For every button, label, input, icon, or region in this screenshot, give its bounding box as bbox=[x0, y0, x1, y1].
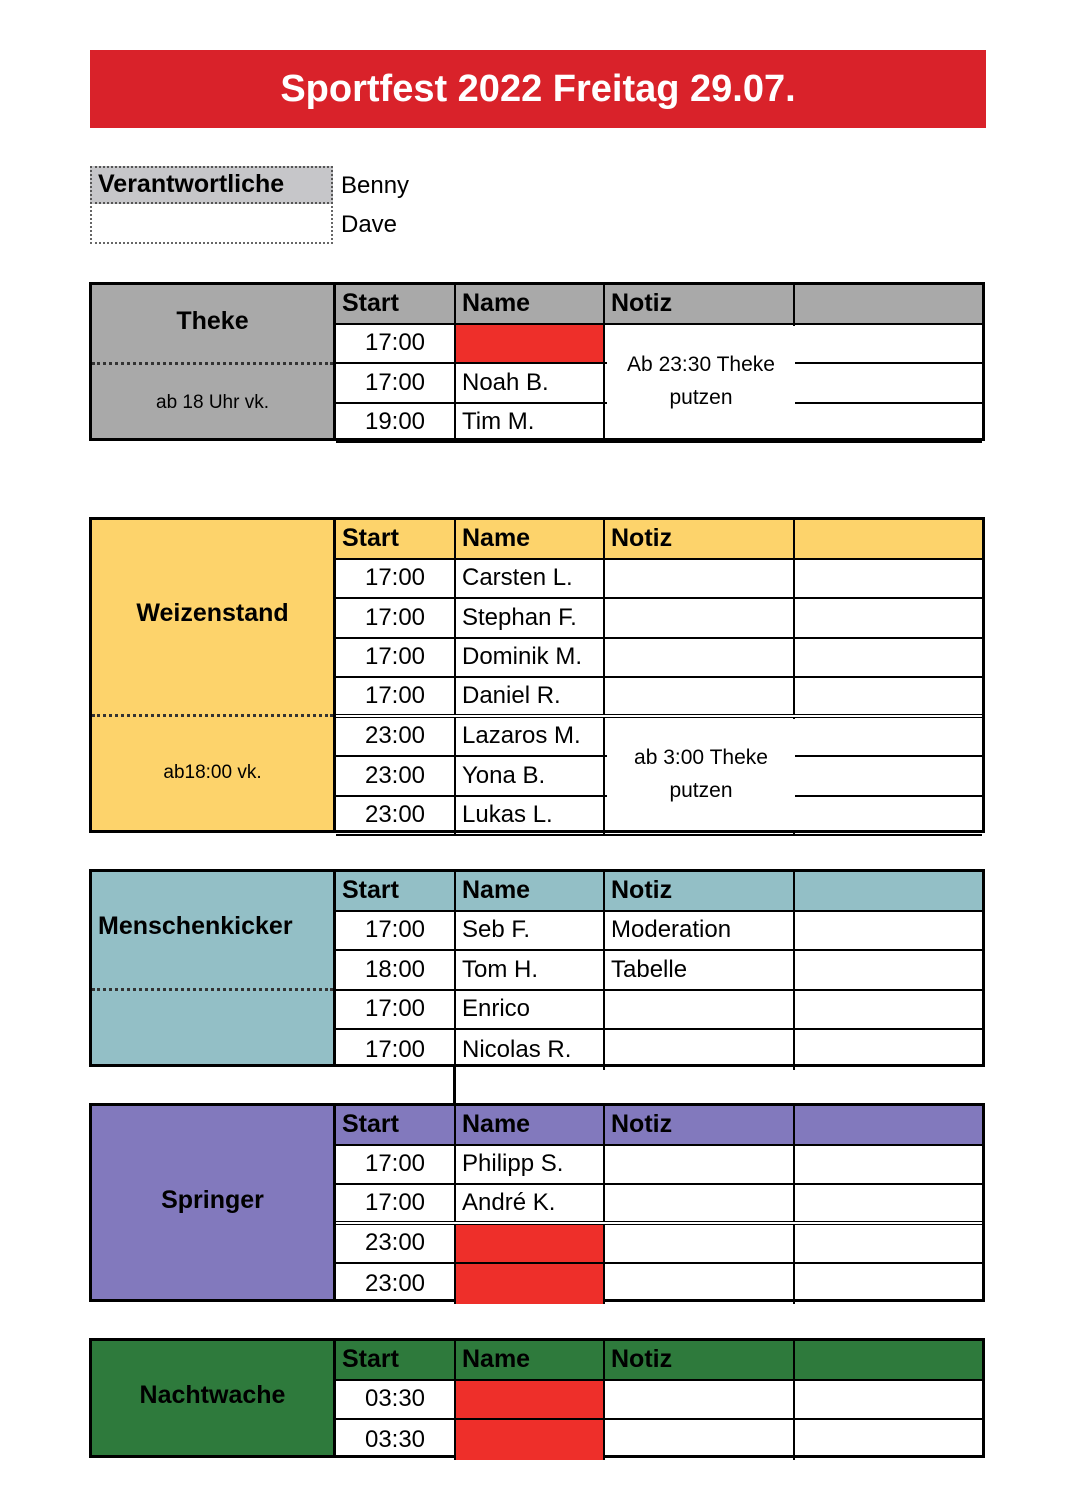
note-cell[interactable] bbox=[605, 1146, 795, 1184]
name-cell[interactable]: Lukas L. bbox=[456, 797, 605, 835]
name-cell[interactable]: Enrico bbox=[456, 991, 605, 1029]
start-cell[interactable]: 17:00 bbox=[336, 599, 456, 637]
section-theke bbox=[89, 282, 985, 441]
note-cell[interactable] bbox=[605, 991, 795, 1029]
responsible-label: Verantwortliche bbox=[90, 166, 333, 204]
name-cell-empty[interactable] bbox=[456, 1225, 605, 1263]
start-cell[interactable]: 17:00 bbox=[336, 678, 456, 714]
name-cell[interactable]: Lazaros M. bbox=[456, 718, 605, 756]
table-row bbox=[336, 678, 982, 718]
note-line: putzen bbox=[669, 386, 733, 409]
section-weizenstand bbox=[89, 517, 985, 833]
note-cell[interactable] bbox=[605, 1381, 795, 1419]
header-start: Start bbox=[336, 1106, 456, 1144]
header-extra bbox=[795, 1341, 982, 1379]
note-line: putzen bbox=[669, 778, 733, 802]
name-cell-empty[interactable] bbox=[456, 1420, 605, 1460]
section-title: Theke bbox=[176, 307, 249, 335]
section-nachtwache bbox=[89, 1338, 985, 1458]
extra-cell[interactable] bbox=[795, 718, 982, 756]
shift-table bbox=[336, 1106, 982, 1304]
section-title: Springer bbox=[161, 1186, 264, 1214]
start-cell[interactable]: 17:00 bbox=[336, 1030, 456, 1070]
table-row bbox=[336, 1225, 982, 1265]
table-row bbox=[336, 951, 982, 991]
start-cell[interactable]: 23:00 bbox=[336, 797, 456, 835]
header-start: Start bbox=[336, 1341, 456, 1379]
name-cell[interactable]: Tim M. bbox=[456, 404, 605, 442]
table-header bbox=[336, 285, 982, 325]
table-header bbox=[336, 1106, 982, 1146]
name-cell[interactable]: Noah B. bbox=[456, 364, 605, 402]
name-cell-empty[interactable] bbox=[456, 325, 605, 363]
start-cell[interactable]: 17:00 bbox=[336, 560, 456, 598]
responsible-name: Dave bbox=[341, 211, 398, 238]
table-row bbox=[336, 912, 982, 952]
name-cell[interactable]: Carsten L. bbox=[456, 560, 605, 598]
header-extra bbox=[795, 285, 982, 323]
start-cell[interactable]: 03:30 bbox=[336, 1381, 456, 1419]
name-cell[interactable]: Stephan F. bbox=[456, 599, 605, 637]
shift-table bbox=[336, 1341, 982, 1460]
note-cell[interactable] bbox=[605, 1225, 795, 1263]
section-subtitle: ab18:00 vk. bbox=[163, 762, 262, 783]
header-name: Name bbox=[456, 520, 605, 558]
note-line: ab 3:00 Theke bbox=[634, 745, 768, 769]
divider bbox=[92, 714, 333, 717]
start-cell[interactable]: 17:00 bbox=[336, 1146, 456, 1184]
name-cell[interactable]: Seb F. bbox=[456, 912, 605, 950]
note-cell[interactable] bbox=[605, 1030, 795, 1070]
name-cell[interactable]: Daniel R. bbox=[456, 678, 605, 714]
start-cell[interactable]: 17:00 bbox=[336, 912, 456, 950]
note-line: Ab 23:30 Theke bbox=[627, 353, 775, 377]
table-row bbox=[336, 560, 982, 600]
extra-cell[interactable] bbox=[795, 639, 982, 677]
start-cell[interactable]: 17:00 bbox=[336, 364, 456, 402]
header-extra bbox=[795, 872, 982, 910]
header-name: Name bbox=[456, 1106, 605, 1144]
section-label-box bbox=[92, 1106, 336, 1299]
section-label-box bbox=[92, 872, 336, 1064]
extra-cell[interactable] bbox=[795, 1225, 982, 1263]
note-cell[interactable] bbox=[605, 678, 795, 714]
header-start: Start bbox=[336, 872, 456, 910]
note-cell[interactable]: Moderation bbox=[605, 912, 795, 950]
start-cell[interactable]: 23:00 bbox=[336, 757, 456, 795]
start-cell[interactable]: 03:30 bbox=[336, 1420, 456, 1460]
note-cell[interactable] bbox=[605, 560, 795, 598]
start-cell[interactable]: 23:00 bbox=[336, 718, 456, 756]
extra-cell[interactable] bbox=[795, 912, 982, 950]
name-cell[interactable]: Dominik M. bbox=[456, 639, 605, 677]
header-note: Notiz bbox=[605, 285, 795, 323]
extra-cell[interactable] bbox=[795, 678, 982, 714]
table-row bbox=[336, 991, 982, 1031]
start-cell[interactable]: 23:00 bbox=[336, 1225, 456, 1263]
section-subtitle: ab 18 Uhr vk. bbox=[156, 392, 269, 413]
section-title: Nachtwache bbox=[139, 1381, 286, 1409]
extra-cell[interactable] bbox=[795, 1381, 982, 1419]
name-cell[interactable]: Yona B. bbox=[456, 757, 605, 795]
header-start: Start bbox=[336, 285, 456, 323]
extra-cell[interactable] bbox=[795, 364, 982, 402]
note-cell[interactable]: Tabelle bbox=[605, 951, 795, 989]
extra-cell[interactable] bbox=[795, 560, 982, 598]
extra-cell[interactable] bbox=[795, 951, 982, 989]
note-cell[interactable] bbox=[605, 599, 795, 637]
divider bbox=[92, 362, 333, 365]
name-cell-empty[interactable] bbox=[456, 1264, 605, 1304]
section-menschenkicker bbox=[89, 869, 985, 1067]
extra-cell[interactable] bbox=[795, 599, 982, 637]
name-cell[interactable]: Nicolas R. bbox=[456, 1030, 605, 1070]
header-name: Name bbox=[456, 285, 605, 323]
note-cell[interactable] bbox=[605, 639, 795, 677]
name-cell[interactable]: André K. bbox=[456, 1185, 605, 1221]
merged-note-cell[interactable] bbox=[607, 326, 795, 438]
table-header bbox=[336, 520, 982, 560]
page-title: Sportfest 2022 Freitag 29.07. bbox=[90, 50, 986, 128]
connector-line bbox=[453, 1064, 456, 1106]
responsible-name: Benny bbox=[341, 172, 410, 199]
section-label-box bbox=[92, 285, 336, 438]
table-row bbox=[336, 599, 982, 639]
extra-cell[interactable] bbox=[795, 1030, 982, 1070]
note-cell[interactable] bbox=[605, 1420, 795, 1460]
name-cell[interactable]: Tom H. bbox=[456, 951, 605, 989]
extra-cell[interactable] bbox=[795, 1264, 982, 1304]
section-label-box bbox=[92, 1341, 336, 1455]
shift-table bbox=[336, 520, 982, 836]
start-cell[interactable]: 17:00 bbox=[336, 639, 456, 677]
section-title: Menschenkicker bbox=[98, 912, 293, 940]
extra-cell[interactable] bbox=[795, 797, 982, 835]
note-cell[interactable] bbox=[605, 1185, 795, 1221]
name-cell[interactable]: Philipp S. bbox=[456, 1146, 605, 1184]
divider bbox=[92, 988, 333, 991]
extra-cell[interactable] bbox=[795, 1146, 982, 1184]
section-springer bbox=[89, 1103, 985, 1302]
start-cell[interactable]: 18:00 bbox=[336, 951, 456, 989]
table-row bbox=[336, 1146, 982, 1186]
header-name: Name bbox=[456, 1341, 605, 1379]
start-cell[interactable]: 19:00 bbox=[336, 404, 456, 442]
header-note: Notiz bbox=[605, 1341, 795, 1379]
start-cell[interactable]: 17:00 bbox=[336, 325, 456, 363]
table-row bbox=[336, 1420, 982, 1460]
extra-cell[interactable] bbox=[795, 1420, 982, 1460]
responsible-blank-cell bbox=[90, 206, 333, 244]
start-cell[interactable]: 17:00 bbox=[336, 1185, 456, 1221]
start-cell[interactable]: 23:00 bbox=[336, 1264, 456, 1304]
table-header bbox=[336, 872, 982, 912]
table-row bbox=[336, 1030, 982, 1070]
section-label-box bbox=[92, 520, 336, 830]
header-note: Notiz bbox=[605, 872, 795, 910]
extra-cell[interactable] bbox=[795, 404, 982, 442]
table-row bbox=[336, 639, 982, 679]
header-name: Name bbox=[456, 872, 605, 910]
shift-table bbox=[336, 872, 982, 1070]
note-cell[interactable] bbox=[605, 1264, 795, 1304]
name-cell-empty[interactable] bbox=[456, 1381, 605, 1419]
section-title: Weizenstand bbox=[136, 599, 289, 627]
merged-note-cell[interactable] bbox=[607, 719, 795, 830]
extra-cell[interactable] bbox=[795, 1185, 982, 1221]
extra-cell[interactable] bbox=[795, 325, 982, 363]
extra-cell[interactable] bbox=[795, 757, 982, 795]
table-row bbox=[336, 1185, 982, 1225]
table-header bbox=[336, 1341, 982, 1381]
header-note: Notiz bbox=[605, 1106, 795, 1144]
header-note: Notiz bbox=[605, 520, 795, 558]
shift-table bbox=[336, 285, 982, 443]
table-row bbox=[336, 1381, 982, 1421]
header-start: Start bbox=[336, 520, 456, 558]
start-cell[interactable]: 17:00 bbox=[336, 991, 456, 1029]
header-extra bbox=[795, 520, 982, 558]
extra-cell[interactable] bbox=[795, 991, 982, 1029]
header-extra bbox=[795, 1106, 982, 1144]
table-row bbox=[336, 1264, 982, 1304]
